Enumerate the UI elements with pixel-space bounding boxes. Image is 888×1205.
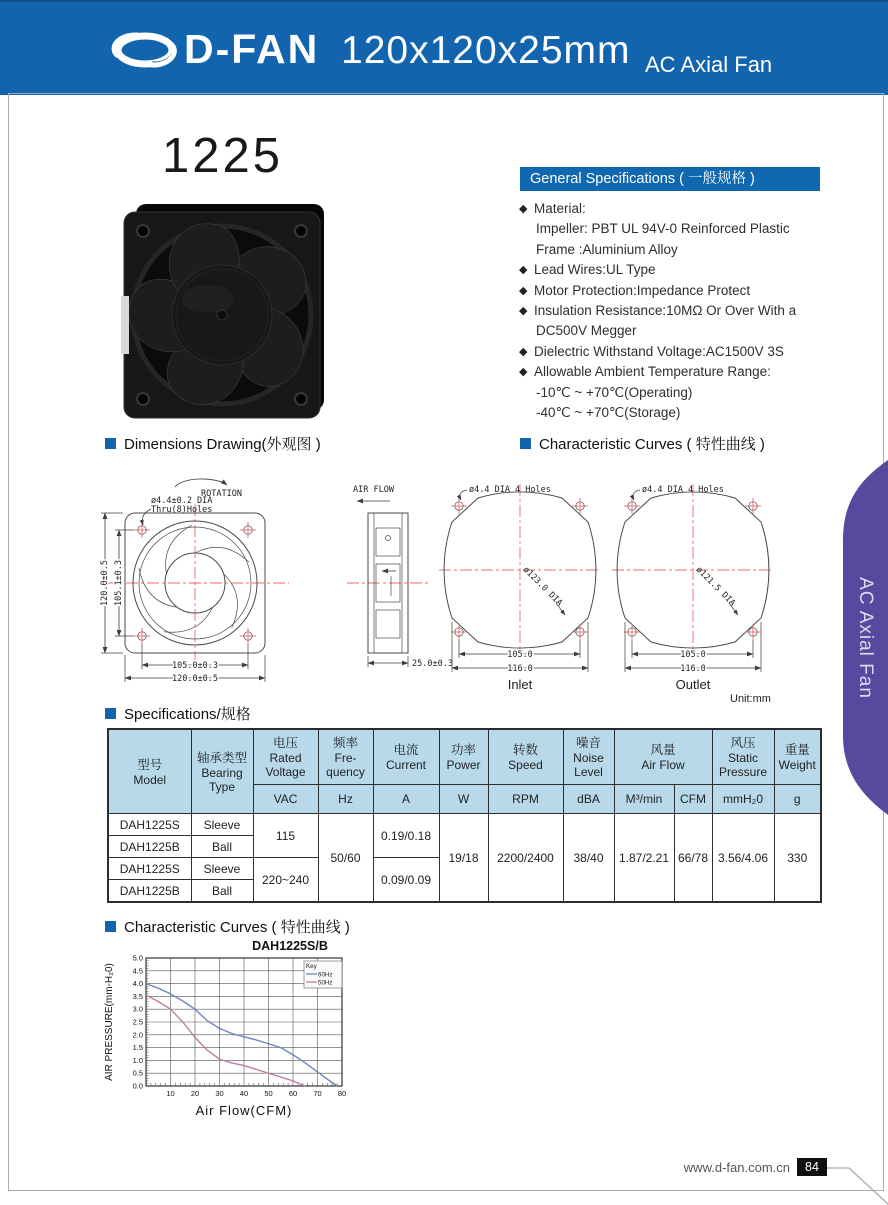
general-specs-title: General Specifications ( 一般规格 )	[520, 167, 820, 191]
outlet-dim-105: 105.0	[680, 650, 706, 660]
spec-bullet-item: ◆ Dielectric Withstand Voltage:AC1500V 3S	[519, 342, 859, 362]
side-view	[347, 485, 453, 669]
spec-bullet-item: Frame :Aluminium Alloy	[536, 241, 678, 257]
unit-label: Unit:mm	[730, 693, 771, 705]
header-subtitle: AC Axial Fan	[645, 52, 773, 77]
spec-bullet-item: ◆ Insulation Resistance:10MΩ Or Over With a	[519, 301, 859, 321]
svg-text:5.0: 5.0	[132, 953, 143, 963]
th-unit-vac: VAC	[253, 785, 318, 814]
svg-text:40: 40	[239, 1089, 249, 1098]
spec-bullet-item: -10℃ ~ +70℃(Operating)	[536, 384, 693, 400]
svg-text:60: 60	[288, 1089, 298, 1098]
th-unit-hz: Hz	[318, 785, 373, 814]
spec-bullet-item: ◆ Material:	[519, 199, 859, 219]
rotation-label: ROTATION	[201, 489, 242, 499]
chart-title: DAH1225S/B	[252, 939, 328, 953]
outlet-caption: Outlet	[675, 677, 711, 692]
svg-text:4.0: 4.0	[132, 979, 143, 989]
th-model: 型号 Model	[108, 729, 191, 814]
fan-label-sticker	[121, 296, 129, 354]
cell-weight: 330	[774, 814, 821, 903]
cell-bearing: Sleeve	[191, 814, 253, 836]
inlet-dia-label: ø123.0 DIA	[520, 564, 565, 609]
th-unit-mmh2o: mmH₂0	[712, 785, 774, 814]
dim-left-inner: 105.1±0.3	[114, 559, 124, 607]
curve-50hz	[146, 995, 305, 1086]
diamond-bullet-icon: ◆	[519, 264, 528, 277]
general-specs-list	[519, 199, 859, 423]
svg-text:1.0: 1.0	[132, 1055, 143, 1065]
blue-square-icon	[105, 921, 116, 932]
th-unit-w: W	[439, 785, 488, 814]
cell-model: DAH1225S	[108, 858, 191, 880]
spec-bullet-item: ◆ Lead Wires:UL Type	[519, 260, 859, 280]
svg-text:50Hz: 50Hz	[318, 979, 333, 987]
th-pressure: 风压 Static Pressure	[712, 729, 774, 785]
side-depth-dim: 25.0±0.3	[412, 659, 453, 669]
th-noise: 噪音 Noise Level	[563, 729, 614, 785]
cell-model: DAH1225S	[108, 814, 191, 836]
cell-bearing: Sleeve	[191, 858, 253, 880]
cell-power: 19/18	[439, 814, 488, 903]
cell-voltage-115: 115	[253, 814, 318, 858]
spec-bullet-item: -40℃ ~ +70℃(Storage)	[536, 405, 681, 421]
hole-note-line1: ø4.4±0.2 DIA	[151, 496, 213, 506]
blue-square-icon	[105, 438, 116, 449]
diamond-bullet-icon: ◆	[519, 345, 528, 358]
side-tab-ac-axial-fan[interactable]	[830, 455, 888, 820]
svg-text:0.5: 0.5	[132, 1068, 143, 1078]
outlet-dim-116: 116.0	[680, 664, 706, 674]
spec-table	[107, 728, 822, 903]
section-dimensions: Dimensions Drawing(外观图 )	[105, 433, 321, 454]
inlet-dim-105: 105.0	[507, 650, 533, 660]
spec-bullet-item: DC500V Megger	[536, 323, 637, 339]
cell-current-a: 0.19/0.18	[373, 814, 439, 858]
dim-left-outer: 120.0±0.5	[100, 559, 110, 607]
model-title: 1225	[162, 129, 284, 183]
diamond-bullet-icon: ◆	[519, 203, 528, 215]
blue-square-icon	[520, 438, 531, 449]
section-characteristic-curves-2: Characteristic Curves ( 特性曲线 )	[105, 916, 350, 937]
chart-ylabel: AIR PRESSURE(mm-H₂0)	[104, 963, 115, 1081]
fan-photo	[116, 196, 330, 424]
dim-bottom-inner: 105.0±0.3	[171, 661, 219, 671]
th-voltage: 电压 Rated Voltage	[253, 729, 318, 785]
diamond-bullet-icon: ◆	[519, 284, 528, 297]
svg-text:4.5: 4.5	[132, 966, 143, 976]
svg-text:20: 20	[190, 1089, 200, 1098]
air-flow-label: AIR FLOW	[353, 485, 394, 495]
inlet-view	[439, 484, 601, 692]
cell-flow-m3: 1.87/2.21	[614, 814, 674, 903]
th-airflow: 风量 Air Flow	[614, 729, 712, 785]
cell-model: DAH1225B	[108, 836, 191, 858]
footer-website[interactable]: www.d-fan.com.cn	[683, 1160, 790, 1175]
cell-frequency: 50/60	[318, 814, 373, 903]
header-bar	[0, 0, 888, 95]
svg-text:80: 80	[337, 1089, 347, 1098]
characteristic-curve-chart	[100, 934, 390, 1126]
svg-text:3.5: 3.5	[132, 991, 143, 1001]
svg-text:50: 50	[264, 1089, 273, 1098]
spec-bullet-item: ◆ Motor Protection:Impedance Protect	[519, 281, 859, 301]
cell-bearing: Ball	[191, 836, 253, 858]
front-view	[100, 479, 289, 684]
outlet-hole-note: ø4.4 DIA 4 Holes	[642, 485, 724, 495]
svg-text:10: 10	[166, 1089, 175, 1098]
dim-bottom-outer: 120.0±0.5	[171, 674, 219, 684]
diamond-bullet-icon: ◆	[519, 366, 528, 379]
outlet-view	[612, 484, 774, 692]
svg-text:Key: Key	[306, 963, 317, 970]
th-unit-dba: dBA	[563, 785, 614, 814]
svg-text:3.0: 3.0	[132, 1004, 143, 1014]
side-tab-label: AC Axial Fan	[855, 577, 876, 699]
cell-flow-cfm: 66/78	[674, 814, 712, 903]
svg-text:2.5: 2.5	[132, 1017, 143, 1027]
brand-name: D-FAN	[184, 26, 320, 72]
th-unit-a: A	[373, 785, 439, 814]
blue-square-icon	[105, 708, 116, 719]
page-number-badge: 84	[797, 1158, 827, 1176]
cell-pressure: 3.56/4.06	[712, 814, 774, 903]
dimension-drawing	[95, 476, 810, 706]
product-size-title: 120x120x25mm	[341, 29, 631, 72]
cell-current-b: 0.09/0.09	[373, 858, 439, 903]
th-current: 电流 Current	[373, 729, 439, 785]
th-speed: 转数 Speed	[488, 729, 563, 785]
svg-text:1.5: 1.5	[132, 1043, 143, 1053]
cell-speed: 2200/2400	[488, 814, 563, 903]
svg-text:0.0: 0.0	[132, 1081, 143, 1091]
inlet-caption: Inlet	[507, 677, 533, 692]
svg-text:2.0: 2.0	[132, 1030, 143, 1040]
table-row	[108, 814, 821, 836]
th-frequency: 频率 Fre-quency	[318, 729, 373, 785]
th-power: 功率 Power	[439, 729, 488, 785]
cell-noise: 38/40	[563, 814, 614, 903]
svg-text:60Hz: 60Hz	[318, 971, 333, 979]
section-specifications: Specifications/规格	[105, 703, 251, 724]
spec-bullet-item: ◆ Allowable Ambient Temperature Range:	[519, 362, 859, 382]
inlet-dim-116: 116.0	[507, 664, 533, 674]
th-unit-cfm: CFM	[674, 785, 712, 814]
section-characteristic-curves: Characteristic Curves ( 特性曲线 )	[520, 433, 765, 454]
th-bearing: 轴承类型 Bearing Type	[191, 729, 253, 814]
svg-text:30: 30	[215, 1089, 224, 1098]
th-unit-rpm: RPM	[488, 785, 563, 814]
spec-bullet-item: Impeller: PBT UL 94V-0 Reinforced Plastic	[536, 221, 790, 237]
th-weight: 重量 Weight	[774, 729, 821, 785]
th-unit-g: g	[774, 785, 821, 814]
th-unit-m3min: M³/min	[614, 785, 674, 814]
chart-xlabel: Air Flow(CFM)	[195, 1103, 293, 1118]
svg-text:70: 70	[313, 1089, 322, 1098]
footer-corner-line	[827, 1160, 888, 1205]
inlet-hole-note: ø4.4 DIA 4 Holes	[469, 485, 551, 495]
cell-bearing: Ball	[191, 880, 253, 903]
outlet-dia-label: ø121.5 DIA	[693, 564, 738, 609]
cell-voltage-220: 220~240	[253, 858, 318, 903]
hole-note-line2: Thru(8)Holes	[151, 505, 213, 515]
cell-model: DAH1225B	[108, 880, 191, 903]
diamond-bullet-icon: ◆	[519, 305, 528, 318]
dfan-logo-icon	[106, 26, 182, 74]
